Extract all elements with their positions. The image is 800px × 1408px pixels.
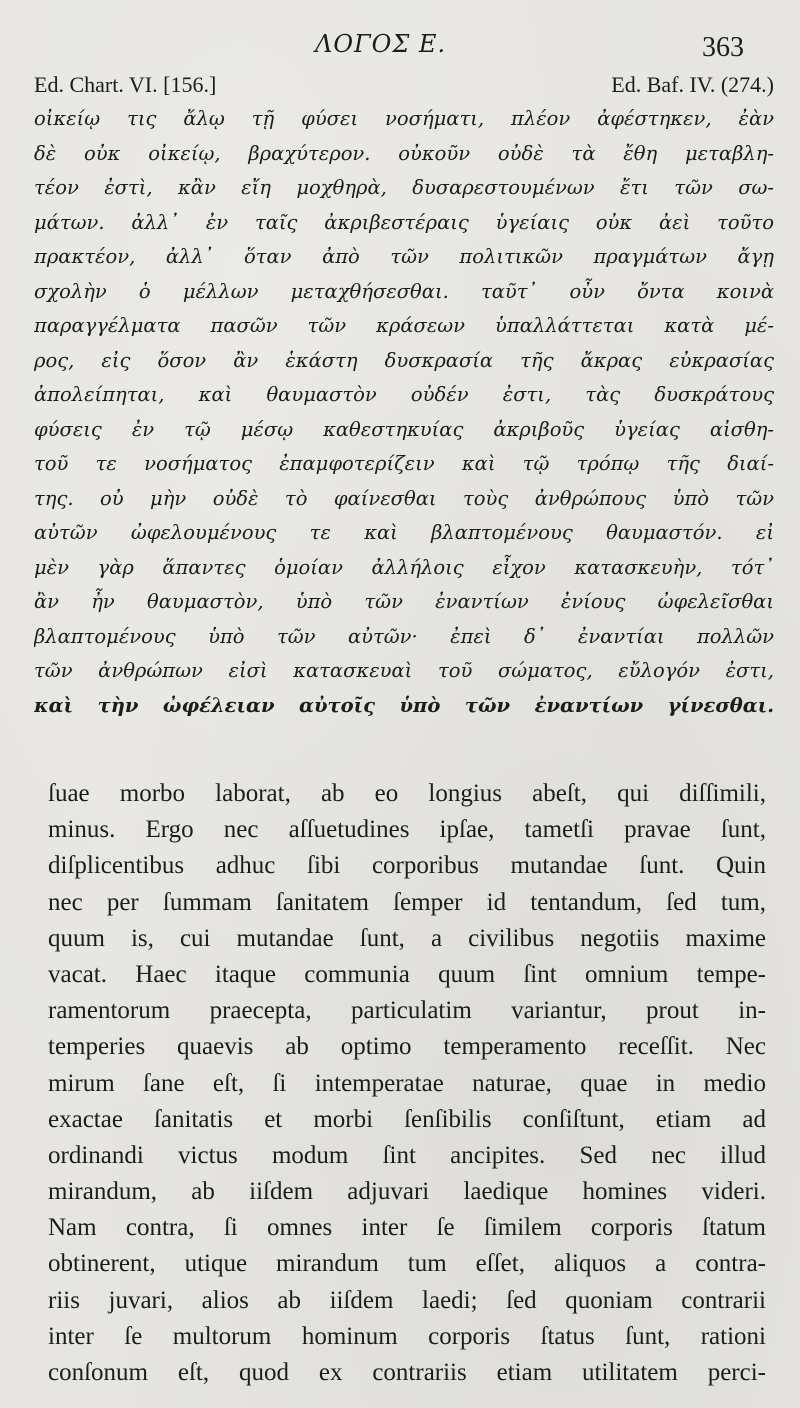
latin-text-line: mirandum, ab iiſdem adjuvari laedique homines videri.	[48, 1178, 766, 1206]
greek-text-line: οἰκείῳ τις ἄλῳ τῇ φύσει νοσήματι, πλέον ἀφέστηκεν, ἐὰν	[34, 107, 774, 130]
greek-text-line: τῶν ἀνθρώπων εἰσὶ κατασκευαὶ τοῦ σώματος, εὔλογόν ἐστι,	[34, 659, 774, 682]
latin-text-line: riis juvari, alios ab iiſdem laedi; ſed quoniam contrarii	[48, 1286, 766, 1314]
latin-text-line: inter ſe multorum hominum corporis ſtatus ſunt, rationi	[48, 1322, 766, 1350]
latin-text-line: minus. Ergo nec aſſuetudines ipſae, tametſi pravae ſunt,	[48, 816, 766, 844]
greek-text-line: καὶ τὴν ὠφέλειαν αὐτοῖς ὑπὸ τῶν ἐναντίων γίνεσθαι.	[34, 693, 774, 717]
greek-text-line: βλαπτομένους ὑπὸ τῶν αὐτῶν· ἐπεὶ δ᾽ ἐναντίαι πολλῶν	[34, 624, 774, 648]
latin-text-line: ordinandi victus modum ſint ancipites. Sed nec illud	[48, 1141, 766, 1169]
page-number: 363	[702, 32, 744, 63]
greek-text-line: πρακτέον, ἀλλ᾽ ὅταν ἀπὸ τῶν πολιτικῶν πραγμάτων ἄγῃ	[34, 245, 774, 268]
greek-text-line: της. οὐ μὴν οὐδὲ τὸ φαίνεσθαι τοὺς ἀνθρώπους ὑπὸ τῶν	[34, 486, 774, 510]
greek-text-line: τοῦ τε νοσήματος ἐπαμφοτερίζειν καὶ τῷ τρόπῳ τῆς διαί-	[34, 452, 774, 475]
greek-text-line: σχολὴν ὁ μέλλων μεταχθήσεσθαι. ταῦτ᾽ οὖν ὄντα κοινὰ	[34, 279, 774, 303]
latin-text-line: conſonum eſt, quod ex contrariis etiam utilitatem perci-	[48, 1359, 766, 1386]
greek-text-line: φύσεις ἐν τῷ μέσῳ καθεστηκυίας ἀκριβοῦς ὑγείας αἰσθη-	[34, 417, 774, 441]
edition-basel-reference: Ed. Baf. IV. (274.)	[611, 72, 774, 97]
greek-text-line: ἂν ἦν θαυμαστὸν, ὑπὸ τῶν ἐναντίων ἐνίους ὠφελεῖσθαι	[34, 590, 774, 613]
greek-text-line: ρος, εἰς ὅσον ἂν ἑκάστη δυσκρασία τῆς ἄκρας εὐκρασίας	[34, 348, 774, 372]
running-title: ΛΟΓΟΣ Ε.	[315, 30, 447, 58]
greek-text-line: ἀπολείπηται, καὶ θαυμαστὸν οὐδέν ἐστι, τὰς δυσκράτους	[34, 383, 774, 406]
running-head	[0, 24, 800, 64]
edition-chartier-reference: Ed. Chart. VI. [156.]	[34, 72, 217, 97]
greek-text-line: μὲν γὰρ ἅπαντες ὁμοίαν ἀλλήλοις εἶχον κατασκευὴν, τότ᾽	[34, 555, 774, 579]
greek-text-line: μάτων. ἀλλ᾽ ἐν ταῖς ἀκριβεστέραις ὑγείαις οὐκ ἀεὶ τοῦτο	[34, 210, 774, 234]
latin-text-line: vacat. Haec itaque communia quum ſint omnium tempe-	[48, 960, 766, 988]
latin-text-line: diſplicentibus adhuc ſibi corporibus mutandae ſunt. Quin	[48, 852, 766, 880]
latin-text-line: ramentorum praecepta, particulatim variantur, prout in-	[48, 997, 766, 1025]
greek-text-line: παραγγέλματα πασῶν τῶν κράσεων ὑπαλλάττεται κατὰ μέ-	[34, 314, 774, 337]
latin-text-line: temperies quaevis ab optimo temperamento receſſit. Nec	[48, 1033, 766, 1061]
latin-text-block	[48, 776, 766, 1391]
latin-text-line: mirum ſane eſt, ſi intemperatae naturae, quae in medio	[48, 1069, 766, 1097]
latin-text-line: quum is, cui mutandae ſunt, a civilibus negotiis maxime	[48, 924, 766, 952]
latin-text-line: Nam contra, ſi omnes inter ſe ſimilem corporis ſtatum	[48, 1214, 766, 1242]
edition-reference-line	[34, 72, 774, 102]
greek-text-block	[34, 102, 774, 723]
greek-text-line: δὲ οὐκ οἰκείῳ, βραχύτερον. οὐκοῦν οὐδὲ τὰ ἔθη μεταβλη-	[34, 141, 774, 165]
latin-text-line: ſuae morbo laborat, ab eo longius abeſt, qui diſſimili,	[48, 780, 766, 807]
latin-text-line: exactae ſanitatis et morbi ſenſibilis conſiſtunt, etiam ad	[48, 1105, 766, 1133]
latin-text-line: obtinerent, utique mirandum tum eſſet, aliquos a contra-	[48, 1250, 766, 1278]
latin-text-line: nec per ſummam ſanitatem ſemper id tentandum, ſed tum,	[48, 888, 766, 916]
greek-text-line: τέον ἐστὶ, κἂν εἴη μοχθηρὰ, δυσαρεστουμένων ἔτι τῶν σω-	[34, 176, 774, 199]
greek-text-line: αὐτῶν ὠφελουμένους τε καὶ βλαπτομένους θαυμαστόν. εἰ	[34, 521, 774, 544]
